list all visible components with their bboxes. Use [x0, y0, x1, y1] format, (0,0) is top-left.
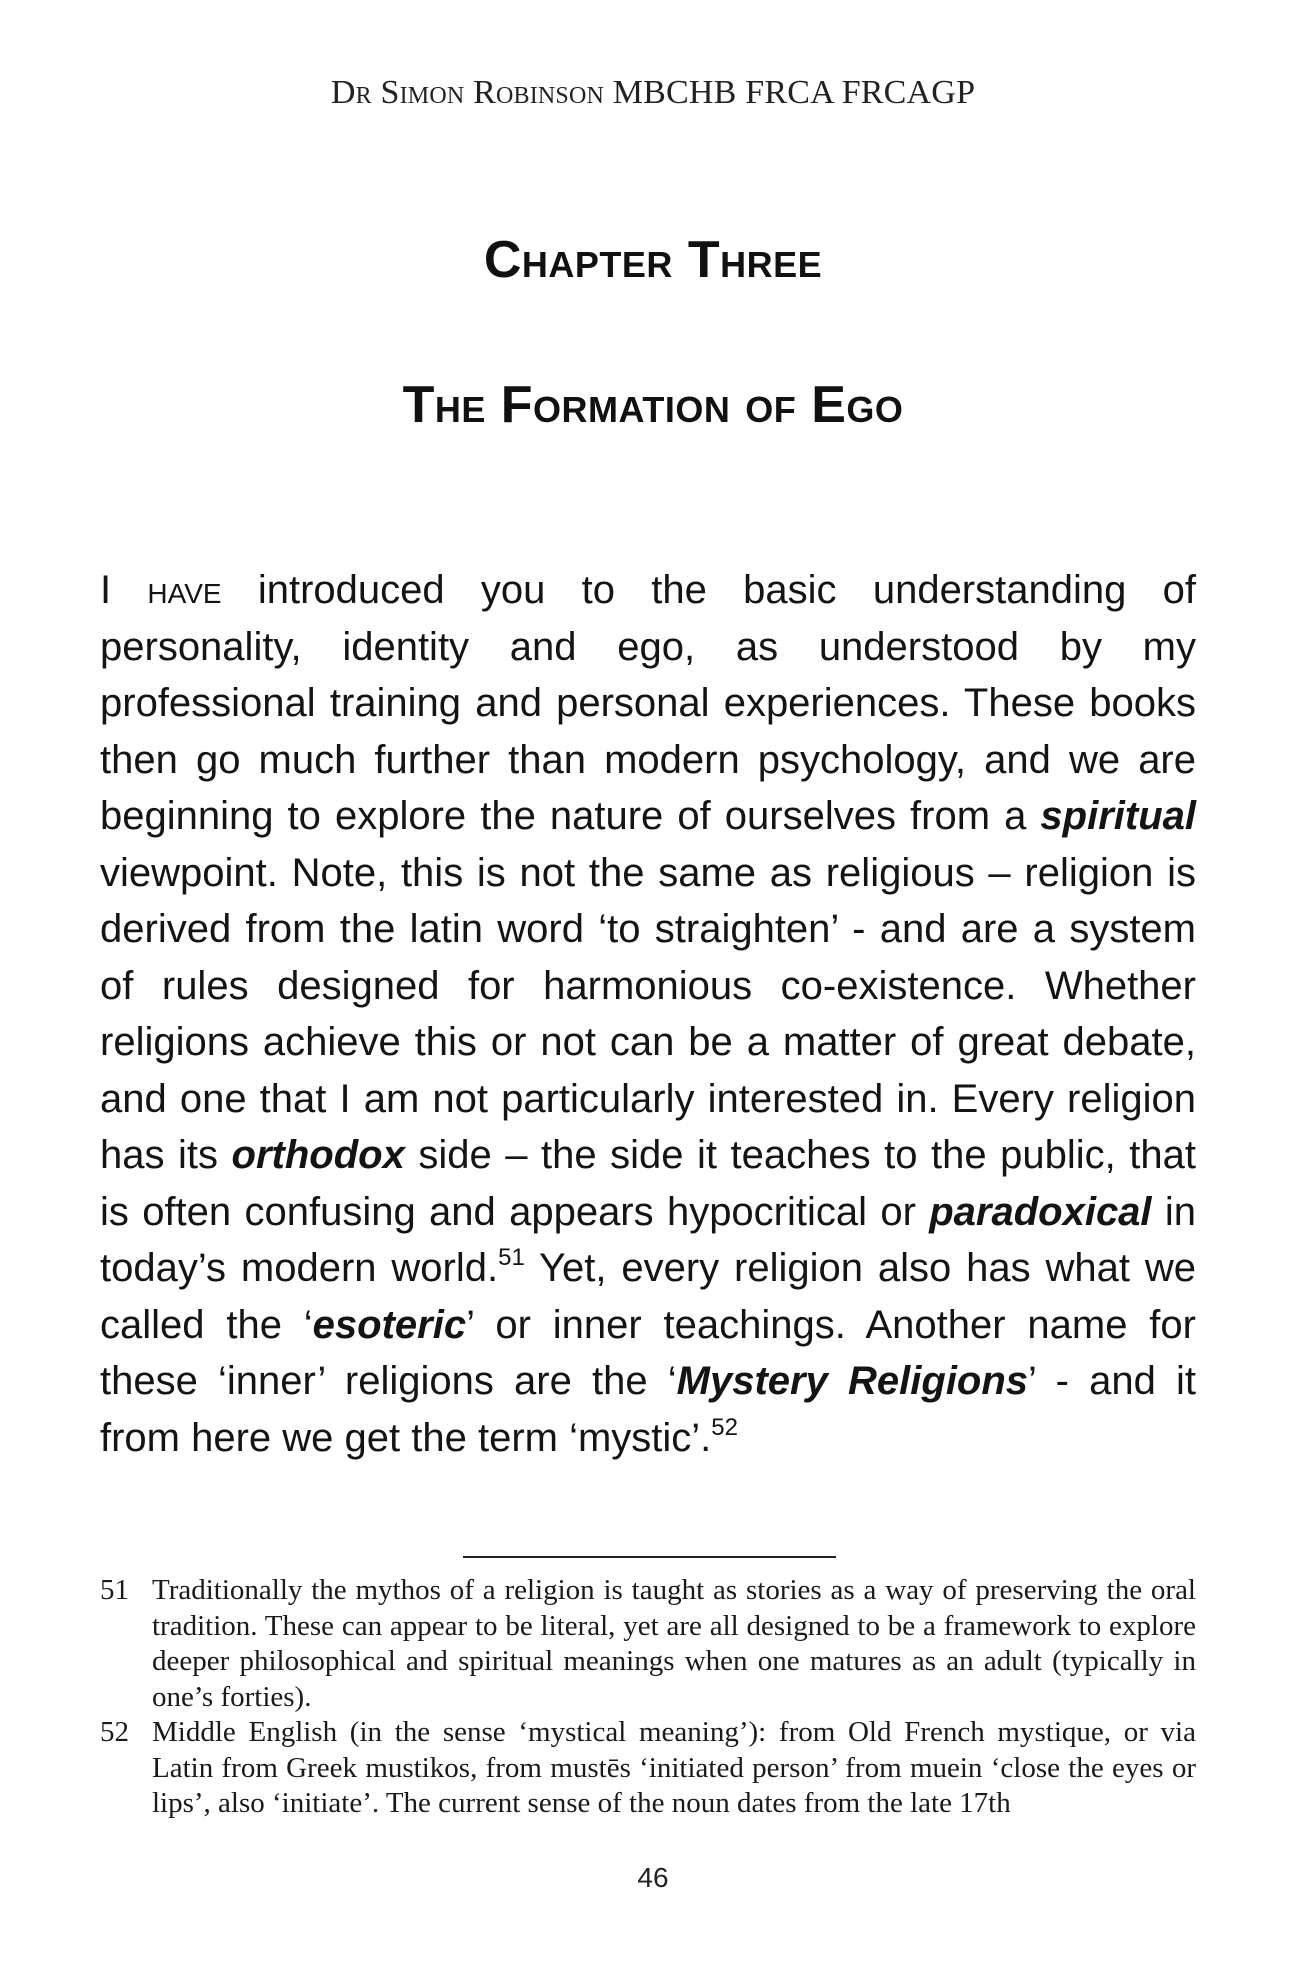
chapter-title: The Formation of Ego: [402, 376, 904, 434]
body-text-segment: in today’s modern world.: [100, 1189, 1196, 1290]
footnote-text: Traditionally the mythos of a religion is taught as stories as a way of preserving the oral tradition. These can appear to be literal, yet are all designed to be a framework to explore deeper philosophical and spiritual meanings when one matures as an adult (typically in one’s forties).: [152, 1574, 1196, 1713]
emphasis-esoteric: esoteric: [312, 1302, 467, 1347]
footnote-number: 51: [100, 1574, 129, 1606]
emphasis-mystery-religions: Mystery Religions: [676, 1359, 1029, 1403]
body-paragraph: [100, 562, 1196, 1466]
footnote-divider: [463, 1556, 836, 1558]
footnote-52: [100, 1715, 1196, 1822]
emphasis-orthodox: orthodox: [231, 1133, 405, 1177]
body-text-segment: viewpoint. Note, this is not the same as religious – religion is derived from the latin word ‘to straighten’ - and are a system of rules designed for harmonious co-existence. Whether religions achieve this or not can be a matter of great debate, and one that I am not particularly interested in. Every religion has its: [100, 850, 1196, 1177]
lead-in-words: I have: [100, 568, 222, 612]
page-number: 46: [637, 1862, 669, 1893]
emphasis-paradoxical: paradoxical: [929, 1189, 1152, 1234]
footnote-reference-52[interactable]: 52: [711, 1413, 738, 1441]
chapter-number-heading: Chapter Three: [483, 231, 823, 289]
running-header: Dr Simon Robinson MBCHB FRCA FRCAGP: [330, 74, 976, 111]
footnote-reference-51[interactable]: 51: [498, 1244, 525, 1271]
footnotes-section: [100, 1573, 1196, 1822]
body-text-segment: ’ or inner teachings. Another name for these ‘inner’ religions are the ‘: [100, 1302, 1196, 1403]
body-text-segment: Yet, every religion also has what we called the ‘: [100, 1246, 1196, 1347]
footnote-51: [100, 1573, 1196, 1715]
footnote-number: 52: [100, 1716, 129, 1748]
footnote-text: Middle English (in the sense ‘mystical meaning’): from Old French mystique, or via Latin from Greek mustikos, from mustēs ‘initiated person’ from muein ‘close the eyes or lips’, also ‘initiate’. The current sense of the noun dates from the late 17th: [152, 1716, 1196, 1819]
body-text-segment: introduced you to the basic understanding of personality, identity and ego, as understood by my professional training and personal experiences. These books then go much further than modern psychology, and we are beginning to explore the nature of ourselves from a: [100, 568, 1196, 838]
body-text-segment: ’ - and it from here we get the term ‘mystic’.: [100, 1359, 1196, 1460]
emphasis-spiritual: spiritual: [1040, 794, 1196, 838]
body-text-segment: side – the side it teaches to the public, that is often confusing and appears hypocritical or: [100, 1133, 1197, 1234]
